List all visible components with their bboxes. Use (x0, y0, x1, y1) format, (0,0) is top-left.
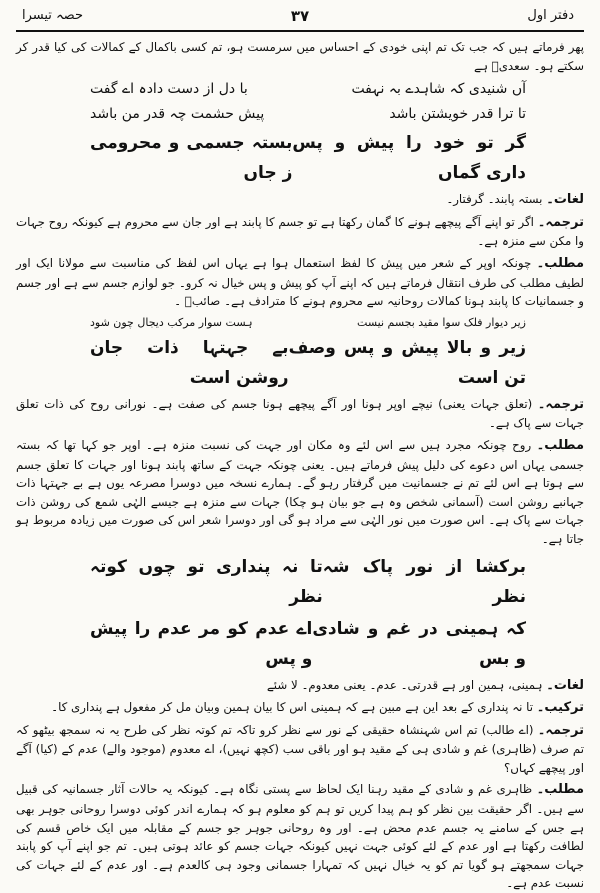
verse-second-hemistich: اے عدم کو مر عدم را پیش و پس (90, 618, 313, 669)
verse-couplet (16, 333, 584, 393)
paragraph-label: ترکیب۔ (536, 700, 584, 716)
paragraph-text: (تعلق جہات یعنی) نیچے اوپر ہونا اور آگے پیچھے ہونا جسم کی صفت ہے۔ نورانی روح کی ذات تعلق جہات سے پاک ہے۔ (16, 396, 584, 431)
paragraph-label: ترجمہ۔ (537, 722, 584, 738)
paragraph-text: تا نہ پنداری کے بعد این ہے مبین ہے کہ ہمینی اس کا بیان ہمین وبیان مل کر مفعول ہے پنداری کا۔ (51, 700, 534, 715)
verse-second-hemistich: بستہ جسمی و محرومی ز جاں (90, 133, 293, 184)
verse-first-hemistich: برکشا از نور پاک شہ نظر (322, 556, 526, 607)
paragraph-text: چونکہ اوپر کے شعر میں پیش کا لفظ استعمال ہوا ہے یہاں اس لفظ کی مناسبت سے مولانا ایک اور لطیف مطلب کی طرف انتقال فرماتے ہیں کہ اپنے آپ کو پیش و پس خیال نہ کرو۔ جو لوازم جسم سے ہے اور جسم و جسمانیات کا پابند ہونا کمالات روحانیہ سے محروم ہونے کا مترادف ہے۔ صائبؒ ۔ (16, 255, 584, 309)
paragraph-label: ترجمہ۔ (537, 396, 584, 412)
paragraph-label: ترجمہ۔ (537, 214, 585, 230)
paragraph-label: مطلب۔ (536, 255, 584, 271)
verse-second-hemistich: بے جہتہا ذات جان روشن است (90, 337, 289, 388)
verse-couplet (16, 103, 584, 126)
paragraph-label: مطلب۔ (536, 437, 584, 453)
header-volume-title: دفتر اول (527, 8, 574, 23)
verse-couplet (16, 614, 584, 674)
page-content (16, 38, 584, 893)
verse-first-hemistich: زیر و بالا پیش و پس وصف تن است (288, 337, 526, 388)
paragraph-text: پھر فرماتے ہیں کہ جب تک تم اپنی خودی کے احساس میں سرمست ہو، تم کسی باکمال کے کمالات کی کیا قدر کر سکتے ہو۔ سعدیؒ ہے (16, 40, 584, 73)
verse-couplet (16, 78, 584, 101)
header-rule (16, 30, 584, 32)
text-paragraph (16, 190, 584, 210)
verse-couplet (16, 128, 584, 188)
text-paragraph (16, 721, 584, 778)
text-paragraph (16, 436, 584, 549)
verse-first-hemistich: زیر دیوار فلک سوا مقید بجسم نیست (357, 315, 526, 329)
header-part-title: حصہ تیسرا (22, 8, 83, 23)
verse-second-hemistich: با دل از دست دادہ اے گفت (90, 81, 248, 98)
verse-first-hemistich: آں شنیدی کہ شاہدے بہ نہفت (351, 81, 526, 98)
text-paragraph (16, 780, 584, 893)
verse-couplet (16, 552, 584, 612)
paragraph-text: ہمینی، ہمین اور ہے قدرتی۔ عدم۔ یعنی معدوم۔ لا شئے (266, 677, 543, 692)
text-paragraph (16, 676, 584, 696)
paragraph-text: (اے طالب) تم اس شہنشاہ حقیقی کے نور سے نظر کرو تاکہ تم کوتہ نظر کی طرح یہ نہ سمجھ بیٹھو کہ تم صرف (ظاہری) غم و شادی ہی کے مقید ہو اور باقی سب (کچھ نہیں)، اے معدوم (موجود والے) عدم کے (کیا) آگے اور پیچھے کہاں؟ (16, 722, 584, 775)
paragraph-text: روح چونکہ مجرد ہیں سے اس لئے وہ مکان اور جہت کی نسبت منزہ ہے۔ اوپر جو کہا تھا کہ بستہ جسمی یہاں اس دعوے کی دلیل پیش فرماتے ہیں۔ یعنی چونکہ جہت کے ساتھ پابند ہونا اور جہات کا تعلق جسم سے ہوتا ہے اس لئے تم نے جسمانیت میں گرفتار رہو گے۔ ہمارے نسخہ میں دوسرا مصرعہ یوں ہے بے جہتہا ذات جہانبے روشن است (آسمانی شخص وہ ہے جو بیان ہو چکا) جہات سے منزہ ہے جیسے الہٰی شمع کی روشن ذات جہات سے پاک ہے۔ اس صورت میں نور الہٰی سے مراد ہو گی اور دوسرا شعر اس کی صورت میں زیادہ مربوط ہو جاتا ہے۔ (16, 437, 584, 546)
text-paragraph (16, 38, 584, 75)
paragraph-text: اگر تو اپنے آگے پیچھے ہونے کا گمان رکھتا ہے تو جسم کا پابند ہے اور جان سے محروم ہے کیونکہ روح جہات وا مکن سے منزہ ہے۔ (16, 214, 584, 249)
paragraph-text: بستہ پابند۔ گرفتار۔ (446, 192, 543, 207)
paragraph-label: لغات۔ (546, 192, 584, 208)
verse-second-hemistich: تا نہ پنداری تو چوں کوتہ نظر (90, 556, 323, 607)
verse-first-hemistich: تا ترا قدر خویشتن باشد (389, 106, 526, 123)
text-paragraph (16, 395, 584, 433)
verse-second-hemistich: ہست سوار مرکب دیجال چون شود (90, 315, 253, 329)
text-paragraph (16, 254, 584, 311)
verse-couplet (16, 314, 584, 331)
verse-second-hemistich: پیش حشمت چہ قدر من باشد (90, 106, 265, 123)
text-paragraph (16, 698, 584, 718)
page-header (16, 4, 584, 28)
page-number: ۳۷ (290, 7, 310, 25)
paragraph-label: مطلب۔ (536, 782, 584, 798)
text-paragraph (16, 213, 584, 251)
verse-first-hemistich: گر تو خود را پیش و پس داری گماں (292, 133, 526, 184)
paragraph-label: لغات۔ (546, 677, 584, 693)
paragraph-text: ظاہری غم و شادی کے مقید رہنا ایک لحاظ سے پستی نگاہ ہے۔ کیونکہ یہ حالات آثار جسمانیہ کی قبیل سے ہیں۔ اگر حقیقت بین نظر کو ہم پیدا کریں تو ہم کو معلوم ہو کہ ہمارے اندر کوئی دوسرا روحانی جوہر بھی ہے جس کے سامنے یہ جسم عدم محض ہے۔ اور وہ روحانی جوہر جو جسم کے مقابلہ میں ایک خاص قسم کی لطافت رکھتا ہے اور عدم کے لئے کوئی جہت نہیں کیونکہ جہات جسم کو عائد ہوتی ہیں۔ تم جو اپنے آپ کو پابند جہات سمجھتے ہو گویا تم کو یہ خیال نہیں کہ تمہارا جسمانی وجود ہی کالعدم ہے۔ اور عدم کے لئے جہات کی نسبت عدم ہے۔ (16, 782, 584, 891)
verse-first-hemistich: کہ ہمینی در غم و شادی و بس (312, 618, 526, 669)
